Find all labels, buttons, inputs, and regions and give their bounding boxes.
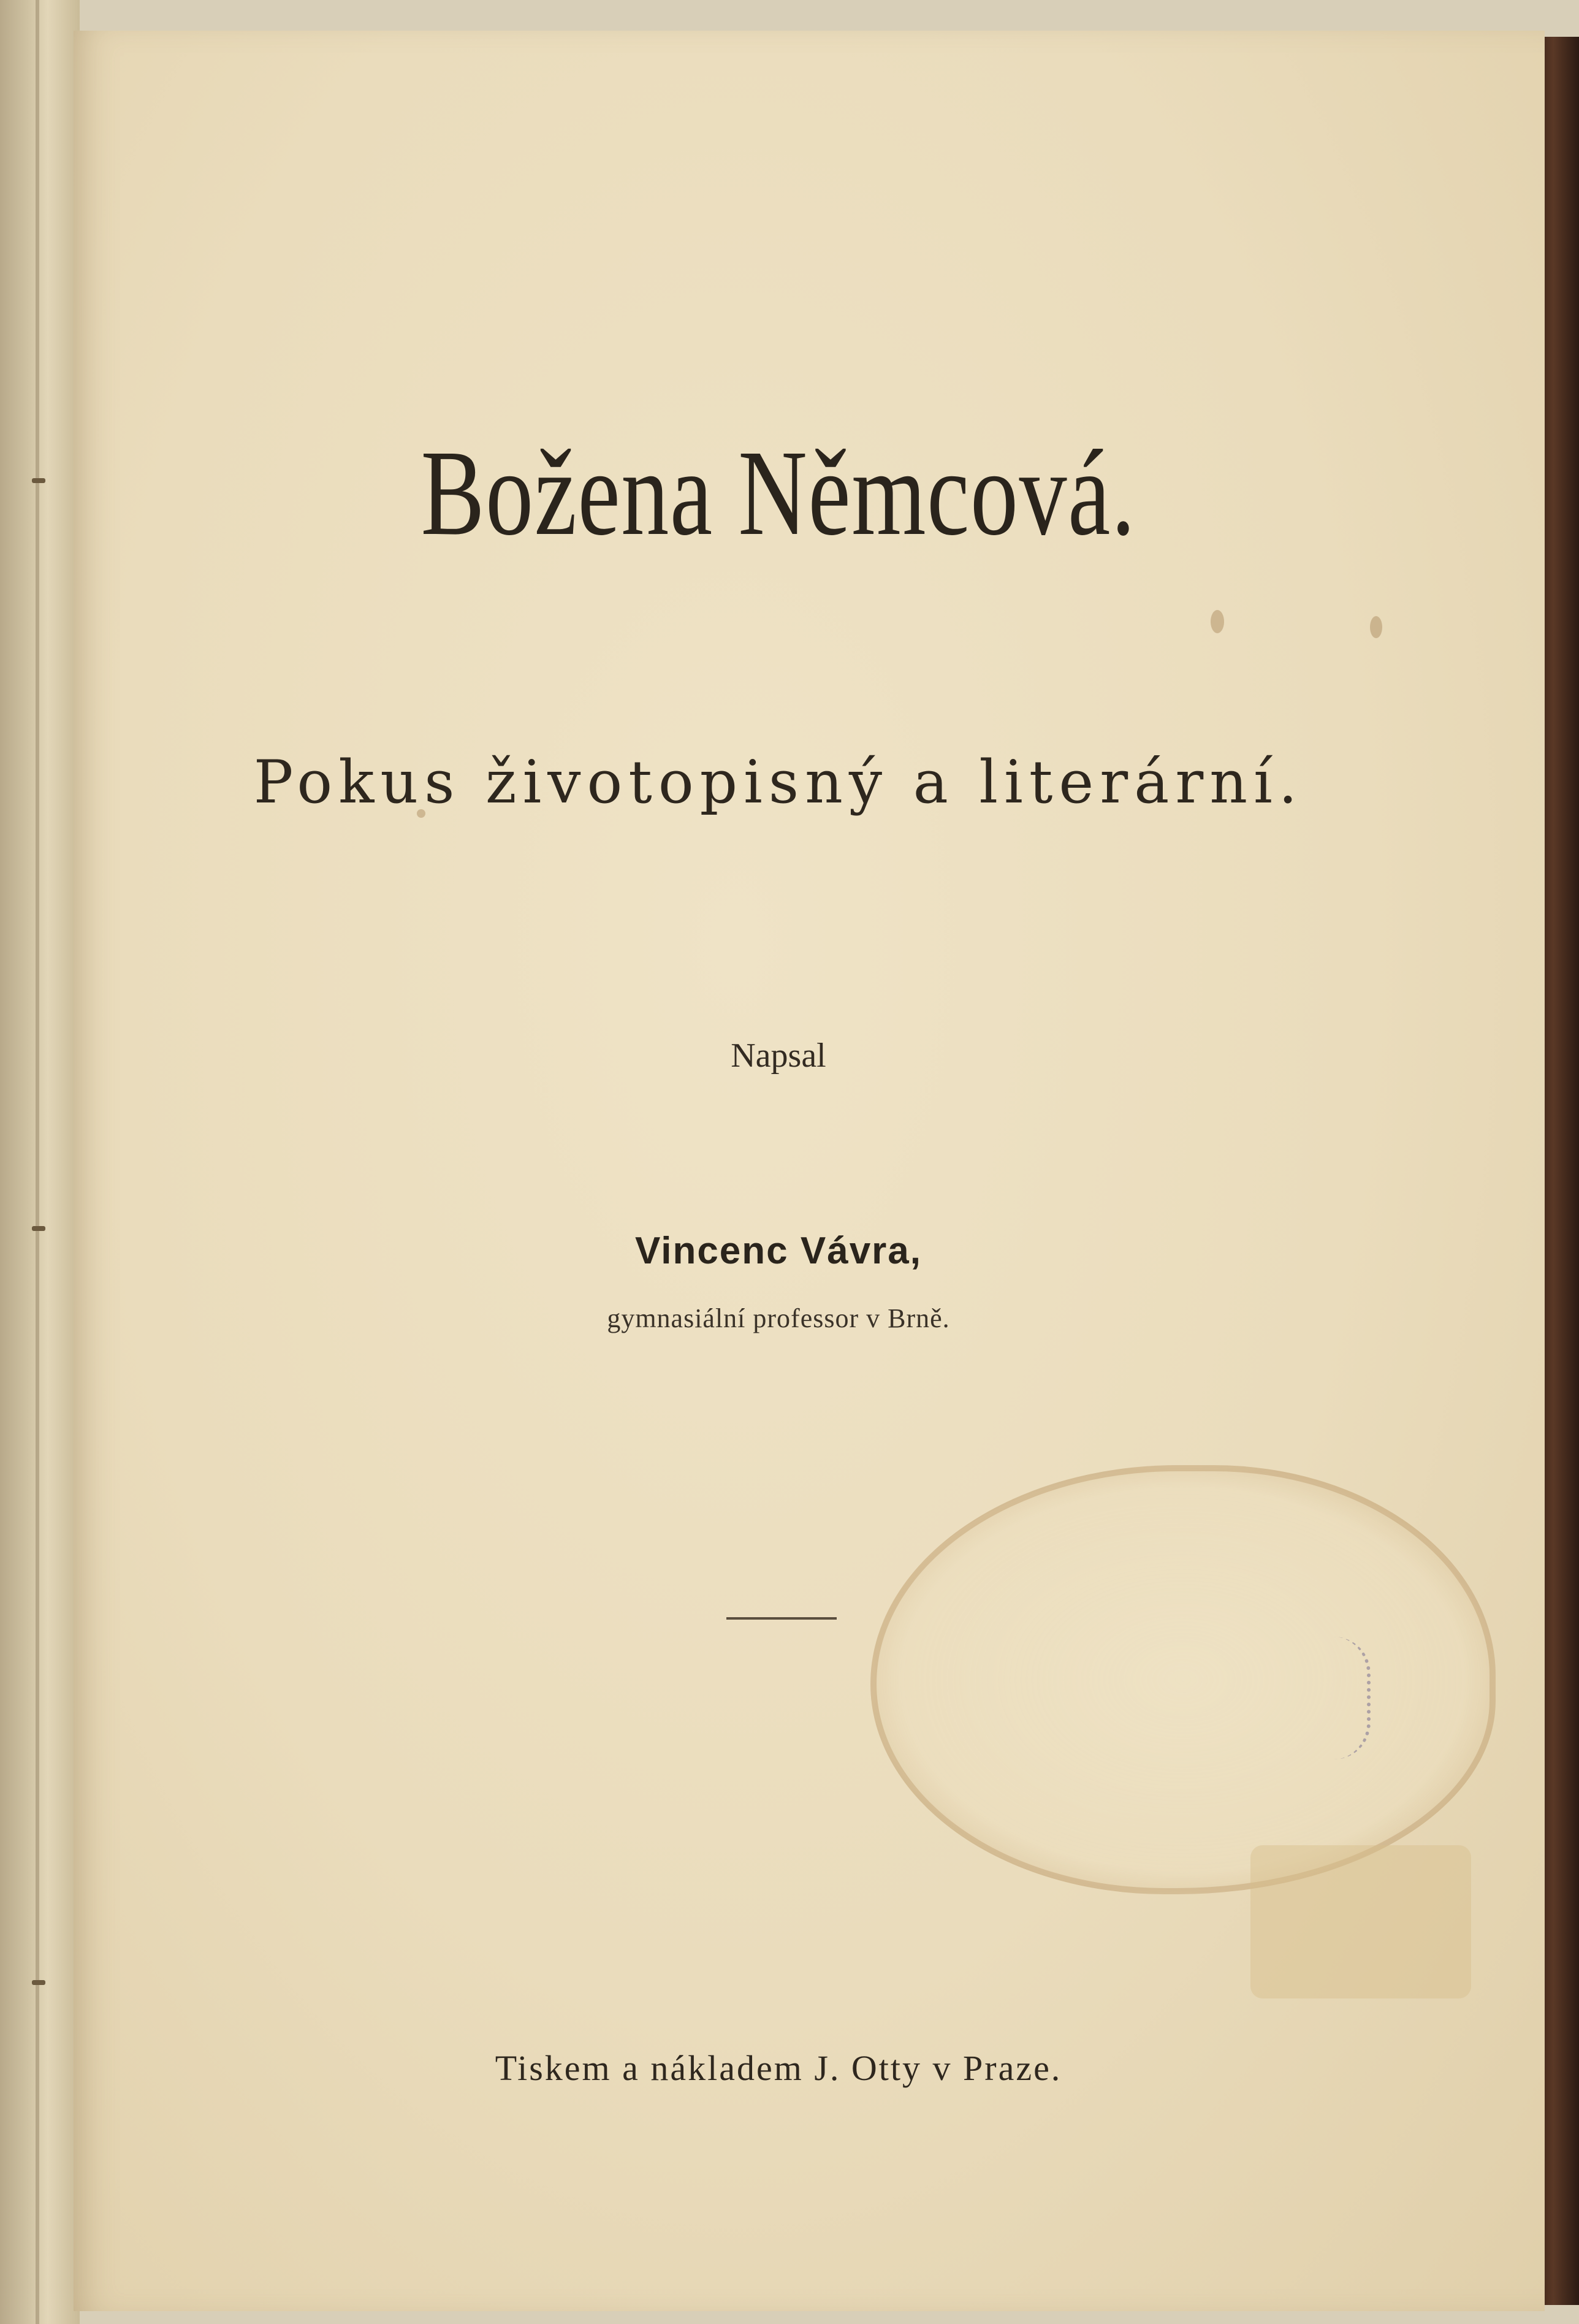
binding-stitch: [32, 1980, 45, 1985]
binding-stitch: [32, 478, 45, 483]
book-subtitle: Pokus životopisný a literární.: [253, 748, 1304, 817]
foxing-spot: [1211, 610, 1224, 633]
faded-stamp-mark: [1312, 1637, 1371, 1759]
paper-discoloration: [1250, 1845, 1471, 1998]
foxing-spot: [1370, 616, 1382, 638]
author-role: gymnasiální professor v Brně.: [607, 1303, 950, 1333]
author-name: Vincenc Vávra,: [634, 1230, 923, 1272]
book-binding: [0, 0, 80, 2324]
binding-seam: [36, 0, 39, 2324]
book-title: Božena Němcová.: [420, 425, 1136, 561]
publisher-imprint: Tiskem a nákladem J. Otty v Praze.: [495, 2048, 1062, 2088]
byline-label: Napsal: [731, 1037, 826, 1075]
divider-rule: [726, 1617, 837, 1620]
binding-stitch: [32, 1226, 45, 1231]
title-page: [74, 31, 1545, 2311]
water-stain: [870, 1465, 1496, 1894]
